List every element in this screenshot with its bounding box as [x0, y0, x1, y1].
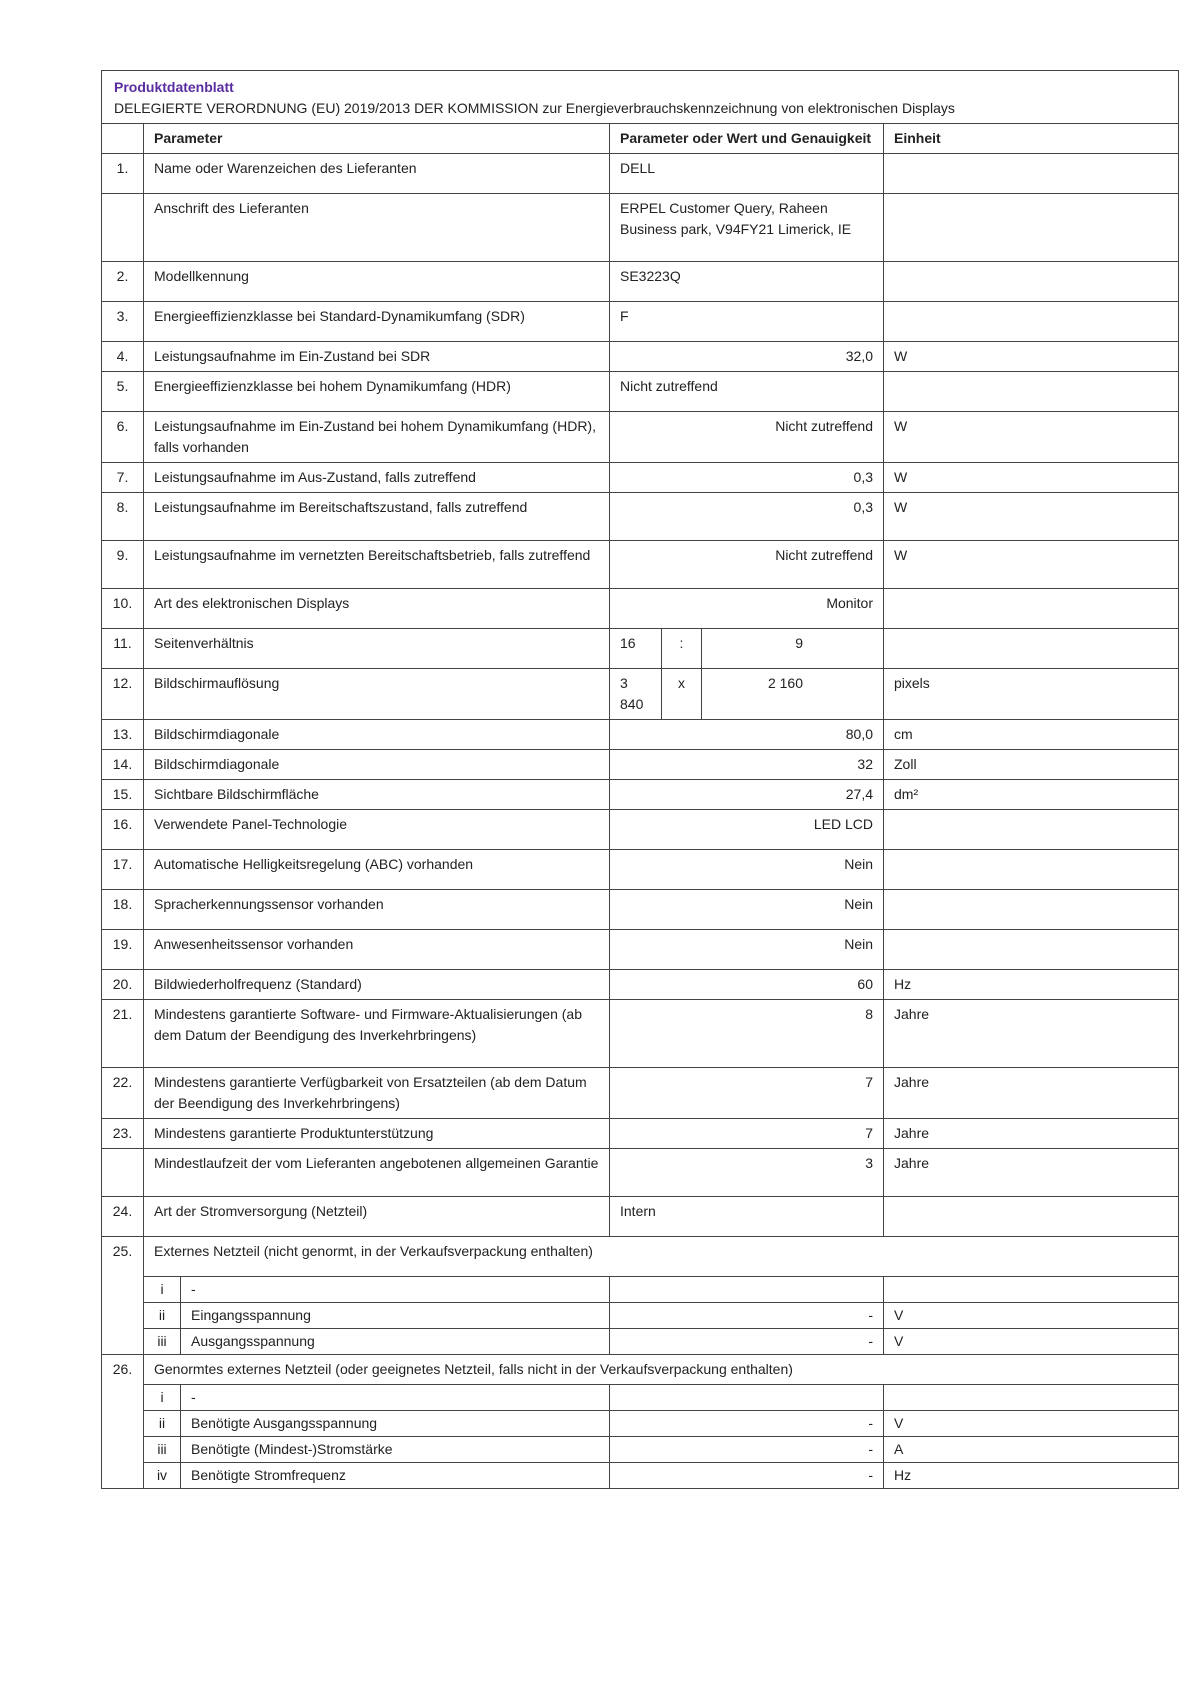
header-value: Parameter oder Wert und Genauigkeit — [610, 124, 884, 154]
table-row — [102, 970, 1179, 1000]
header-unit: Einheit — [884, 124, 1179, 154]
sub-unit: Hz — [884, 1463, 1179, 1489]
row-unit: Hz — [884, 970, 1179, 1000]
row-label: Bildschirmdiagonale — [144, 750, 610, 780]
table-row — [102, 890, 1179, 930]
header-row — [102, 124, 1179, 154]
row-number: 19. — [102, 930, 144, 970]
row-number: 26. — [102, 1355, 144, 1489]
table-row — [102, 342, 1179, 372]
value-separator: : — [662, 629, 702, 669]
row-number: 11. — [102, 629, 144, 669]
row-label: Leistungsaufnahme im Ein-Zustand bei SDR — [144, 342, 610, 372]
sub-row — [102, 1463, 1179, 1489]
row-label: Art des elektronischen Displays — [144, 589, 610, 629]
title-row — [102, 71, 1179, 124]
row-label: Art der Stromversorgung (Netzteil) — [144, 1197, 610, 1237]
row-number: 8. — [102, 493, 144, 541]
sub-value — [610, 1385, 884, 1411]
row-value: Nicht zutreffend — [610, 412, 884, 463]
row-value: 3 — [610, 1149, 884, 1197]
row-unit: pixels — [884, 669, 1179, 720]
sub-number: ii — [144, 1303, 181, 1329]
row-number: 15. — [102, 780, 144, 810]
group-label: Genormtes externes Netzteil (oder geeignetes Netzteil, falls nicht in der Verkaufsverpackung enthalten) — [144, 1355, 1179, 1385]
sheet-subtitle: DELEGIERTE VERORDNUNG (EU) 2019/2013 DER KOMMISSION zur Energieverbrauchskennzeichnung von elektronischen Displays — [114, 100, 955, 116]
table-row — [102, 589, 1179, 629]
sub-label: Benötigte Ausgangsspannung — [181, 1411, 610, 1437]
row-value: DELL — [610, 154, 884, 194]
row-number: 4. — [102, 342, 144, 372]
table-row — [102, 302, 1179, 342]
sub-unit: V — [884, 1303, 1179, 1329]
row-value: 80,0 — [610, 720, 884, 750]
row-label: Leistungsaufnahme im Ein-Zustand bei hohem Dynamikumfang (HDR), falls vorhanden — [144, 412, 610, 463]
row-value: 0,3 — [610, 493, 884, 541]
row-number: 21. — [102, 1000, 144, 1068]
row-number — [102, 194, 144, 262]
row-value: F — [610, 302, 884, 342]
sub-number: i — [144, 1385, 181, 1411]
row-value: 0,3 — [610, 463, 884, 493]
row-number: 16. — [102, 810, 144, 850]
sub-label: Ausgangsspannung — [181, 1329, 610, 1355]
row-value: Nein — [610, 890, 884, 930]
sub-row — [102, 1329, 1179, 1355]
header-param: Parameter — [144, 124, 610, 154]
row-value: Monitor — [610, 589, 884, 629]
table-row — [102, 629, 1179, 669]
sub-row — [102, 1277, 1179, 1303]
sub-row — [102, 1437, 1179, 1463]
value-part-a: 3 840 — [610, 669, 662, 720]
row-unit: Jahre — [884, 1000, 1179, 1068]
row-value: Nicht zutreffend — [610, 541, 884, 589]
table-row — [102, 810, 1179, 850]
row-unit: W — [884, 493, 1179, 541]
row-number: 14. — [102, 750, 144, 780]
sub-label: Benötigte (Mindest-)Stromstärke — [181, 1437, 610, 1463]
table-row — [102, 262, 1179, 302]
table-row — [102, 154, 1179, 194]
row-unit: Jahre — [884, 1068, 1179, 1119]
row-unit — [884, 629, 1179, 669]
sub-row — [102, 1411, 1179, 1437]
row-number: 6. — [102, 412, 144, 463]
row-label: Leistungsaufnahme im vernetzten Bereitschaftsbetrieb, falls zutreffend — [144, 541, 610, 589]
row-value: 60 — [610, 970, 884, 1000]
table-row — [102, 720, 1179, 750]
row-label: Energieeffizienzklasse bei hohem Dynamikumfang (HDR) — [144, 372, 610, 412]
row-value: Nicht zutreffend — [610, 372, 884, 412]
row-unit: W — [884, 342, 1179, 372]
table-row — [102, 930, 1179, 970]
table-row — [102, 463, 1179, 493]
row-value: 8 — [610, 1000, 884, 1068]
table-row — [102, 750, 1179, 780]
row-unit: W — [884, 412, 1179, 463]
sub-number: iii — [144, 1329, 181, 1355]
sub-value: - — [610, 1437, 884, 1463]
table-row — [102, 850, 1179, 890]
value-separator: x — [662, 669, 702, 720]
row-number: 10. — [102, 589, 144, 629]
row-label: Bildschirmdiagonale — [144, 720, 610, 750]
row-unit: cm — [884, 720, 1179, 750]
table-row — [102, 1149, 1179, 1197]
row-number: 18. — [102, 890, 144, 930]
table-row — [102, 669, 1179, 720]
sub-number: iv — [144, 1463, 181, 1489]
row-value: Nein — [610, 930, 884, 970]
row-number: 1. — [102, 154, 144, 194]
table-row — [102, 541, 1179, 589]
table-row — [102, 1237, 1179, 1277]
row-number: 2. — [102, 262, 144, 302]
sub-value: - — [610, 1329, 884, 1355]
row-unit: Jahre — [884, 1119, 1179, 1149]
row-label: Modellkennung — [144, 262, 610, 302]
row-unit — [884, 850, 1179, 890]
table-row — [102, 493, 1179, 541]
row-number: 25. — [102, 1237, 144, 1355]
row-unit — [884, 154, 1179, 194]
row-label: Bildwiederholfrequenz (Standard) — [144, 970, 610, 1000]
value-part-b: 9 — [702, 629, 884, 669]
row-unit — [884, 890, 1179, 930]
row-label: Leistungsaufnahme im Aus-Zustand, falls zutreffend — [144, 463, 610, 493]
row-number: 23. — [102, 1119, 144, 1149]
sub-label: Eingangsspannung — [181, 1303, 610, 1329]
row-number: 9. — [102, 541, 144, 589]
row-unit: W — [884, 541, 1179, 589]
row-label: Mindestlaufzeit der vom Lieferanten angebotenen allgemeinen Garantie — [144, 1149, 610, 1197]
sub-value: - — [610, 1411, 884, 1437]
row-label: Energieeffizienzklasse bei Standard-Dynamikumfang (SDR) — [144, 302, 610, 342]
row-label: Anwesenheitssensor vorhanden — [144, 930, 610, 970]
row-number: 5. — [102, 372, 144, 412]
row-label: Leistungsaufnahme im Bereitschaftszustand, falls zutreffend — [144, 493, 610, 541]
row-unit — [884, 930, 1179, 970]
row-number — [102, 1149, 144, 1197]
sub-value — [610, 1277, 884, 1303]
row-number: 7. — [102, 463, 144, 493]
sub-number: i — [144, 1277, 181, 1303]
row-number: 13. — [102, 720, 144, 750]
row-label: Spracherkennungssensor vorhanden — [144, 890, 610, 930]
table-row — [102, 412, 1179, 463]
row-value: Nein — [610, 850, 884, 890]
table-row — [102, 1355, 1179, 1385]
row-number: 17. — [102, 850, 144, 890]
row-label: Mindestens garantierte Software- und Firmware-Aktualisierungen (ab dem Datum der Beendigung des Inverkehrbringens) — [144, 1000, 610, 1068]
table-row — [102, 1197, 1179, 1237]
group-label: Externes Netzteil (nicht genormt, in der Verkaufsverpackung enthalten) — [144, 1237, 1179, 1277]
table-row — [102, 194, 1179, 262]
row-label: Bildschirmauflösung — [144, 669, 610, 720]
sub-unit — [884, 1277, 1179, 1303]
row-number: 22. — [102, 1068, 144, 1119]
sub-label: - — [181, 1277, 610, 1303]
row-number: 12. — [102, 669, 144, 720]
row-label: Automatische Helligkeitsregelung (ABC) vorhanden — [144, 850, 610, 890]
table-row — [102, 1000, 1179, 1068]
sub-unit — [884, 1385, 1179, 1411]
sheet-title: Produktdatenblatt — [114, 79, 234, 95]
sub-row — [102, 1303, 1179, 1329]
sub-value: - — [610, 1463, 884, 1489]
row-unit: Zoll — [884, 750, 1179, 780]
row-value: 32 — [610, 750, 884, 780]
sub-unit: V — [884, 1411, 1179, 1437]
row-unit — [884, 810, 1179, 850]
row-unit: Jahre — [884, 1149, 1179, 1197]
row-unit — [884, 194, 1179, 262]
product-data-sheet — [101, 70, 1178, 1489]
row-number: 3. — [102, 302, 144, 342]
row-unit: dm² — [884, 780, 1179, 810]
row-label: Mindestens garantierte Produktunterstützung — [144, 1119, 610, 1149]
row-number: 20. — [102, 970, 144, 1000]
row-unit — [884, 1197, 1179, 1237]
sub-number: iii — [144, 1437, 181, 1463]
row-value: ERPEL Customer Query, Raheen Business park, V94FY21 Limerick, IE — [610, 194, 884, 262]
data-table — [101, 70, 1179, 1489]
row-value: Intern — [610, 1197, 884, 1237]
header-no — [102, 124, 144, 154]
table-row — [102, 1068, 1179, 1119]
table-row — [102, 780, 1179, 810]
row-value: 7 — [610, 1119, 884, 1149]
sub-value: - — [610, 1303, 884, 1329]
title-cell — [102, 71, 1179, 124]
row-unit — [884, 589, 1179, 629]
row-number: 24. — [102, 1197, 144, 1237]
value-part-b: 2 160 — [702, 669, 884, 720]
sub-label: - — [181, 1385, 610, 1411]
row-label: Mindestens garantierte Verfügbarkeit von Ersatzteilen (ab dem Datum der Beendigung des Inverkehrbringens) — [144, 1068, 610, 1119]
row-unit — [884, 262, 1179, 302]
row-value: 7 — [610, 1068, 884, 1119]
row-value: LED LCD — [610, 810, 884, 850]
row-value: 32,0 — [610, 342, 884, 372]
row-label: Anschrift des Lieferanten — [144, 194, 610, 262]
table-row — [102, 1119, 1179, 1149]
sub-label: Benötigte Stromfrequenz — [181, 1463, 610, 1489]
row-unit — [884, 372, 1179, 412]
sub-unit: V — [884, 1329, 1179, 1355]
sub-unit: A — [884, 1437, 1179, 1463]
value-part-a: 16 — [610, 629, 662, 669]
row-unit — [884, 302, 1179, 342]
sub-row — [102, 1385, 1179, 1411]
row-value: 27,4 — [610, 780, 884, 810]
row-label: Seitenverhältnis — [144, 629, 610, 669]
sub-number: ii — [144, 1411, 181, 1437]
row-unit: W — [884, 463, 1179, 493]
row-label: Sichtbare Bildschirmfläche — [144, 780, 610, 810]
row-value: SE3223Q — [610, 262, 884, 302]
row-label: Verwendete Panel-Technologie — [144, 810, 610, 850]
table-row — [102, 372, 1179, 412]
row-label: Name oder Warenzeichen des Lieferanten — [144, 154, 610, 194]
